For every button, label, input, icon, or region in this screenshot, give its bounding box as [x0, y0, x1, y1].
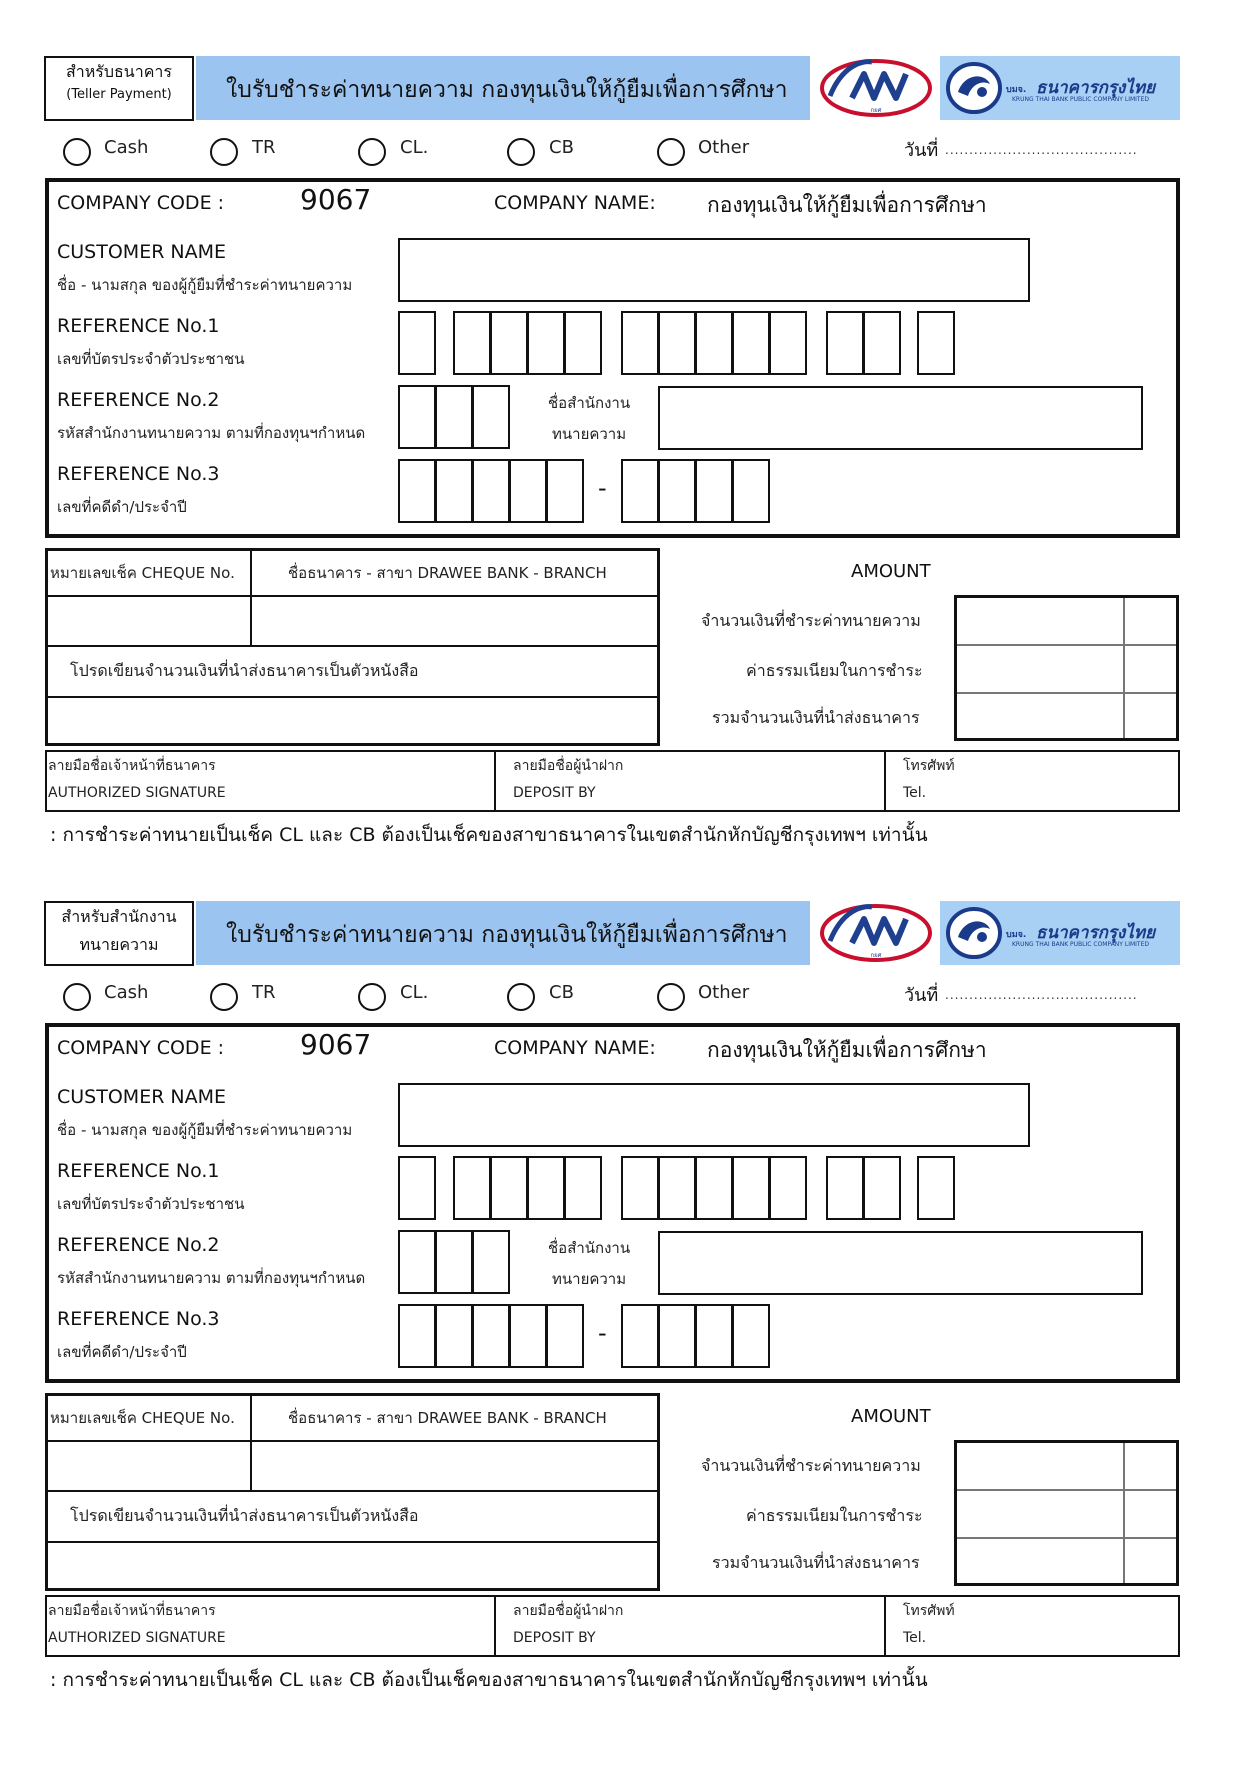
depositor-signature-en: DEPOSIT BY [513, 1630, 596, 1646]
ref2-cell[interactable] [472, 1230, 510, 1294]
radio-label-other: Other [698, 982, 750, 1003]
ref3-cell[interactable] [398, 1304, 436, 1368]
office-name-label-1: ชื่อสำนักงาน [548, 1239, 631, 1257]
radio-cash[interactable] [63, 983, 91, 1011]
radio-label-tr: TR [252, 137, 276, 158]
ref1-cell[interactable] [695, 311, 733, 375]
cheque-note: : การชำระค่าทนายเป็นเช็ค CL และ CB ต้องเป็นเช็คของสาขาธนาคารในเขตสำนักหักบัญชีกรุงเทพฯ เท่านั้น [50, 824, 928, 846]
ref1-cell[interactable] [398, 1156, 436, 1220]
office-name-label-2: ทนายความ [552, 425, 627, 443]
bank-logo-subtitle: KRUNG THAI BANK PUBLIC COMPANY LIMITED [1012, 96, 1150, 103]
officer-signature-en: AUTHORIZED SIGNATURE [48, 1630, 226, 1646]
radio-label-cash: Cash [104, 982, 149, 1003]
company-name-value: กองทุนเงินให้กู้ยืมเพื่อการศึกษา [707, 193, 987, 217]
drawee-bank-input[interactable] [251, 1440, 656, 1486]
bank-logo-name: ธนาคารกรุงไทย [1036, 923, 1156, 943]
ref1-label: REFERENCE No.1 [57, 1160, 220, 1182]
radio-tr[interactable] [210, 983, 238, 1011]
amount-row-3-label: รวมจำนวนเงินที่นำส่งธนาคาร [712, 708, 920, 727]
ref1-cell[interactable] [769, 311, 807, 375]
ref1-cell[interactable] [658, 1156, 696, 1220]
ref3-cell[interactable] [658, 1304, 696, 1368]
ref1-cell[interactable] [863, 1156, 901, 1220]
form-title: ใบรับชำระค่าทนายความ กองทุนเงินให้กู้ยืมเพื่อการศึกษา [226, 922, 788, 948]
ref1-cell[interactable] [621, 1156, 659, 1220]
ref3-cell[interactable] [509, 459, 547, 523]
officer-signature-th: ลายมือชื่อเจ้าหน้าที่ธนาคาร [48, 758, 216, 774]
amount-words-input[interactable] [48, 696, 657, 742]
amount-row-1-label: จำนวนเงินที่ชำระค่าทนายความ [701, 611, 921, 630]
cheque-no-input[interactable] [48, 1440, 247, 1486]
office-name-label-1: ชื่อสำนักงาน [548, 394, 631, 412]
bank-bird-icon [946, 907, 1002, 959]
ref2-cell[interactable] [435, 1230, 473, 1294]
ref3-cell[interactable] [472, 1304, 510, 1368]
customer-name-label: CUSTOMER NAME [57, 241, 227, 263]
date-label: วันที่ [904, 985, 939, 1006]
cheque-no-label: หมายเลขเช็ค CHEQUE No. [50, 1409, 235, 1427]
fund-logo-text: กยศ [870, 952, 882, 959]
tel-en: Tel. [903, 785, 927, 801]
drawee-bank-label: ชื่อธนาคาร - สาขา DRAWEE BANK - BRANCH [288, 564, 607, 582]
radio-other[interactable] [657, 983, 685, 1011]
ref3-cell[interactable] [621, 459, 659, 523]
fund-logo-icon [812, 56, 938, 120]
company-code-label: COMPANY CODE : [57, 1037, 225, 1059]
ref1-cell[interactable] [490, 311, 528, 375]
ref1-cell[interactable] [732, 1156, 770, 1220]
ref2-cell[interactable] [435, 385, 473, 449]
ref1-cell[interactable] [398, 311, 436, 375]
company-name-label: COMPANY NAME: [494, 192, 656, 214]
ref2-label: REFERENCE No.2 [57, 389, 220, 411]
ref1-cell[interactable] [826, 311, 864, 375]
ref2-cell[interactable] [398, 385, 436, 449]
ref3-label: REFERENCE No.3 [57, 1308, 220, 1330]
ref2-th: รหัสสำนักงานทนายความ ตามที่กองทุนฯกำหนด [57, 424, 366, 442]
radio-label-cb: CB [549, 982, 574, 1003]
ref3-cell[interactable] [472, 459, 510, 523]
section-tab-line2: (Teller Payment) [66, 87, 172, 102]
ref1-cell[interactable] [917, 311, 955, 375]
company-name-label: COMPANY NAME: [494, 1037, 656, 1059]
section-tab-line1: สำหรับสำนักงาน [61, 907, 177, 926]
ref3-dash: - [598, 474, 607, 502]
office-name-label-2: ทนายความ [552, 1270, 627, 1288]
section-tab-line2: ทนายความ [79, 935, 159, 954]
amount-row-2-label: ค่าธรรมเนียมในการชำระ [746, 661, 923, 680]
company-name-value: กองทุนเงินให้กู้ยืมเพื่อการศึกษา [707, 1038, 987, 1062]
amount-words-input[interactable] [48, 1541, 657, 1587]
office-name-input[interactable] [658, 386, 1143, 450]
ref1-cell[interactable] [769, 1156, 807, 1220]
depositor-signature-th: ลายมือชื่อผู้นำฝาก [513, 1603, 624, 1619]
amount-grid[interactable] [954, 1440, 1179, 1586]
office-name-input[interactable] [658, 1231, 1143, 1295]
ref3-cell[interactable] [546, 459, 584, 523]
radio-cl[interactable] [358, 983, 386, 1011]
radio-cb[interactable] [507, 983, 535, 1011]
ref1-cell[interactable] [564, 311, 602, 375]
company-code-label: COMPANY CODE : [57, 192, 225, 214]
company-code-value: 9067 [300, 1028, 372, 1061]
ref3-cell[interactable] [732, 459, 770, 523]
ref3-cell[interactable] [546, 1304, 584, 1368]
ref3-th: เลขที่คดีดำ/ประจำปี [57, 1343, 187, 1361]
ref3-cell[interactable] [695, 459, 733, 523]
ref1-cell[interactable] [621, 311, 659, 375]
amount-label: AMOUNT [851, 1406, 931, 1427]
ref3-cell[interactable] [398, 459, 436, 523]
ref1-cell[interactable] [658, 311, 696, 375]
customer-name-input[interactable] [398, 238, 1030, 302]
radio-label-tr: TR [252, 982, 276, 1003]
fund-logo [812, 56, 938, 120]
section-tab [44, 56, 194, 121]
ref1-cell[interactable] [527, 1156, 565, 1220]
ref3-cell[interactable] [732, 1304, 770, 1368]
ref2-cell[interactable] [398, 1230, 436, 1294]
officer-signature-th: ลายมือชื่อเจ้าหน้าที่ธนาคาร [48, 1603, 216, 1619]
ref3-th: เลขที่คดีดำ/ประจำปี [57, 498, 187, 516]
amount-row-3-label: รวมจำนวนเงินที่นำส่งธนาคาร [712, 1553, 920, 1572]
depositor-signature-en: DEPOSIT BY [513, 785, 596, 801]
company-code-value: 9067 [300, 183, 372, 216]
amount-label: AMOUNT [851, 561, 931, 582]
section-tab [44, 901, 194, 966]
ref1-cell[interactable] [453, 311, 491, 375]
bank-logo-prefix: บมจ. [1006, 930, 1027, 940]
tel-th: โทรศัพท์ [903, 1603, 955, 1619]
depositor-signature-th: ลายมือชื่อผู้นำฝาก [513, 758, 624, 774]
radio-cb[interactable] [507, 138, 535, 166]
radio-label-cl: CL. [400, 982, 429, 1003]
officer-signature-en: AUTHORIZED SIGNATURE [48, 785, 226, 801]
radio-label-cb: CB [549, 137, 574, 158]
customer-name-th: ชื่อ - นามสกุล ของผู้กู้ยืมที่ชำระค่าทนายความ [57, 276, 353, 294]
ref3-cell[interactable] [621, 1304, 659, 1368]
ref1-label: REFERENCE No.1 [57, 315, 220, 337]
cheque-no-label: หมายเลขเช็ค CHEQUE No. [50, 564, 235, 582]
ref1-th: เลขที่บัตรประจำตัวประชาชน [57, 350, 245, 368]
bank-bird-icon [946, 62, 1002, 114]
drawee-bank-input[interactable] [251, 595, 656, 641]
amount-words-label: โปรดเขียนจำนวนเงินที่นำส่งธนาคารเป็นตัวหนังสือ [70, 1506, 419, 1525]
law-office-payment-slip [0, 845, 1241, 1690]
ref3-cell[interactable] [435, 459, 473, 523]
bank-logo-name: ธนาคารกรุงไทย [1036, 78, 1156, 98]
radio-label-cash: Cash [104, 137, 149, 158]
bank-logo-prefix: บมจ. [1006, 85, 1027, 95]
ref3-cell[interactable] [695, 1304, 733, 1368]
ref2-cell[interactable] [472, 385, 510, 449]
customer-name-th: ชื่อ - นามสกุล ของผู้กู้ยืมที่ชำระค่าทนายความ [57, 1121, 353, 1139]
tel-th: โทรศัพท์ [903, 758, 955, 774]
customer-name-label: CUSTOMER NAME [57, 1086, 227, 1108]
cheque-note: : การชำระค่าทนายเป็นเช็ค CL และ CB ต้องเป็นเช็คของสาขาธนาคารในเขตสำนักหักบัญชีกรุงเทพฯ เท่านั้น [50, 1669, 928, 1691]
date-label: วันที่ [904, 140, 939, 161]
date-field[interactable]: ........................................ [945, 988, 1138, 1002]
cheque-no-input[interactable] [48, 595, 247, 641]
radio-cl[interactable] [358, 138, 386, 166]
ref2-th: รหัสสำนักงานทนายความ ตามที่กองทุนฯกำหนด [57, 1269, 366, 1287]
drawee-bank-label: ชื่อธนาคาร - สาขา DRAWEE BANK - BRANCH [288, 1409, 607, 1427]
radio-label-other: Other [698, 137, 750, 158]
fund-logo-text: กยศ [870, 107, 882, 114]
radio-tr[interactable] [210, 138, 238, 166]
teller-payment-slip [0, 0, 1241, 845]
amount-words-label: โปรดเขียนจำนวนเงินที่นำส่งธนาคารเป็นตัวหนังสือ [70, 661, 419, 680]
tel-en: Tel. [903, 1630, 927, 1646]
radio-cash[interactable] [63, 138, 91, 166]
ref3-cell[interactable] [658, 459, 696, 523]
ref3-cell[interactable] [435, 1304, 473, 1368]
ref3-cell[interactable] [509, 1304, 547, 1368]
ref1-th: เลขที่บัตรประจำตัวประชาชน [57, 1195, 245, 1213]
bank-logo-subtitle: KRUNG THAI BANK PUBLIC COMPANY LIMITED [1012, 941, 1150, 948]
ref1-cell[interactable] [695, 1156, 733, 1220]
fund-logo-icon [812, 901, 938, 965]
ref2-label: REFERENCE No.2 [57, 1234, 220, 1256]
section-tab-line1: สำหรับธนาคาร [65, 62, 172, 81]
ref1-cell[interactable] [826, 1156, 864, 1220]
ref1-cell[interactable] [453, 1156, 491, 1220]
ref3-label: REFERENCE No.3 [57, 463, 220, 485]
ref3-dash: - [598, 1319, 607, 1347]
ref1-cell[interactable] [863, 311, 901, 375]
amount-grid[interactable] [954, 595, 1179, 741]
ref1-cell[interactable] [917, 1156, 955, 1220]
form-title: ใบรับชำระค่าทนายความ กองทุนเงินให้กู้ยืมเพื่อการศึกษา [226, 77, 788, 103]
ref1-cell[interactable] [564, 1156, 602, 1220]
ref1-cell[interactable] [732, 311, 770, 375]
customer-name-input[interactable] [398, 1083, 1030, 1147]
radio-label-cl: CL. [400, 137, 429, 158]
date-field[interactable]: ........................................ [945, 143, 1138, 157]
radio-other[interactable] [657, 138, 685, 166]
fund-logo [812, 901, 938, 965]
ref1-cell[interactable] [490, 1156, 528, 1220]
amount-row-2-label: ค่าธรรมเนียมในการชำระ [746, 1506, 923, 1525]
amount-row-1-label: จำนวนเงินที่ชำระค่าทนายความ [701, 1456, 921, 1475]
ref1-cell[interactable] [527, 311, 565, 375]
